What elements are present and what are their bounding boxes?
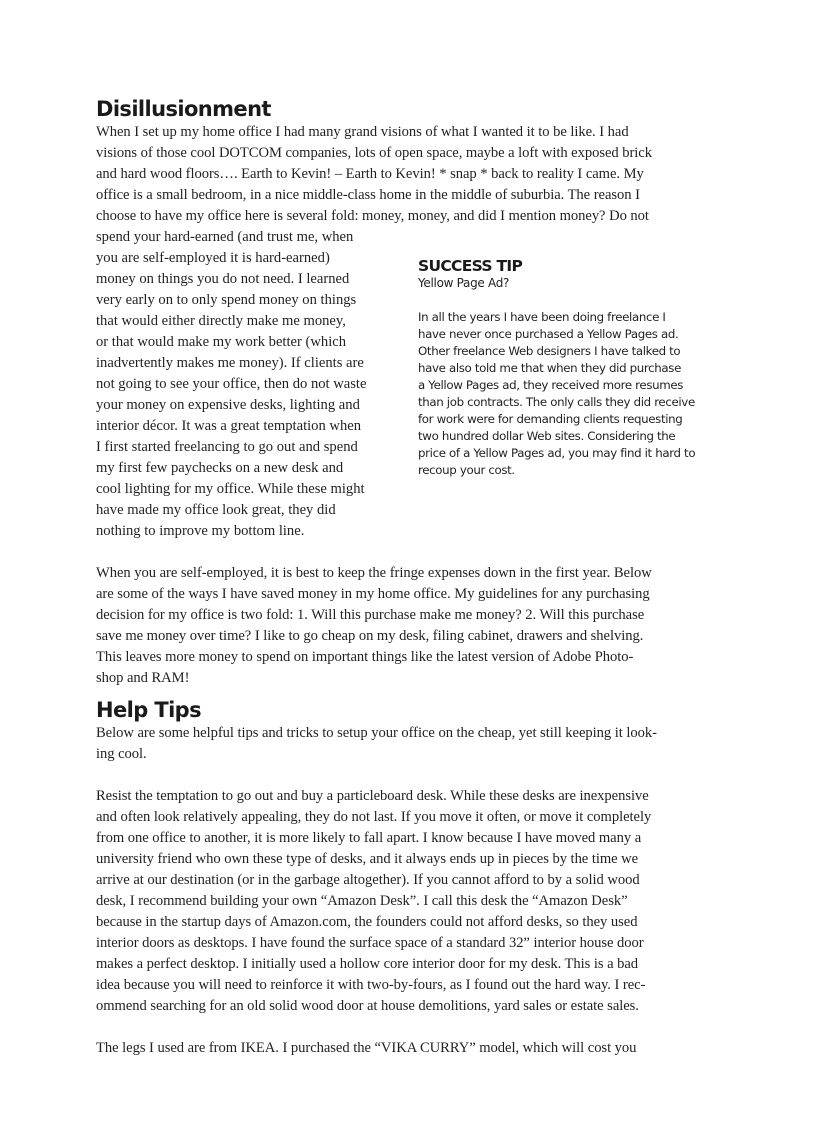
two-column-block xyxy=(96,227,720,542)
text-line: This leaves more money to spend on important things like the latest version of Adobe Photo- xyxy=(96,649,634,665)
text-line: ing cool. xyxy=(96,746,147,762)
text-line: a Yellow Pages ad, they received more resumes xyxy=(418,378,684,392)
text-line: price of a Yellow Pages ad, you may find it hard to xyxy=(418,446,696,460)
text-line: have made my office look great, they did xyxy=(96,502,336,518)
disillusionment-paragraph-2 xyxy=(96,563,720,689)
success-tip-sidebar xyxy=(418,257,728,479)
text-line: university friend who own these type of desks, and it always ends up in pieces by the time we xyxy=(96,851,639,867)
text-line: In all the years I have been doing freelance I xyxy=(418,310,666,324)
text-line: or that would make my work better (which xyxy=(96,334,347,350)
text-line: recoup your cost. xyxy=(418,463,515,477)
text-line: idea because you will need to reinforce it with two-by-fours, as I found out the hard way. I rec- xyxy=(96,977,646,993)
text-line: cool lighting for my office. While these might xyxy=(96,481,365,497)
text-line: two hundred dollar Web sites. Considering the xyxy=(418,429,676,443)
text-line: that would either directly make me money, xyxy=(96,313,346,329)
text-line: have never once purchased a Yellow Pages ad. xyxy=(418,327,679,341)
help-tips-paragraph-desk xyxy=(96,786,720,1017)
text-line: makes a perfect desktop. I initially used a hollow core interior door for my desk. This is a bad xyxy=(96,956,639,972)
text-line: I first started freelancing to go out and spend xyxy=(96,439,358,455)
text-line: nothing to improve my bottom line. xyxy=(96,523,305,539)
text-line: When you are self-employed, it is best to keep the fringe expenses down in the first year. Below xyxy=(96,565,652,581)
text-line: save me money over time? I like to go cheap on my desk, filing cabinet, drawers and shelving. xyxy=(96,628,644,644)
text-line: than job contracts. The only calls they did receive xyxy=(418,395,695,409)
text-line: spend your hard-earned (and trust me, when xyxy=(96,229,354,245)
text-line: money on things you do not need. I learned xyxy=(96,271,350,287)
text-line: very early on to only spend money on things xyxy=(96,292,357,308)
success-tip-subtitle: Yellow Page Ad? xyxy=(418,276,510,290)
success-tip-heading: SUCCESS TIP xyxy=(418,257,523,275)
text-line: your money on expensive desks, lighting and xyxy=(96,397,360,413)
help-tips-intro xyxy=(96,723,720,765)
text-line: arrive at our destination (or in the garbage altogether). If you cannot afford to by a solid wood xyxy=(96,872,640,888)
text-line: for work were for demanding clients requesting xyxy=(418,412,683,426)
text-line: interior décor. It was a great temptation when xyxy=(96,418,362,434)
text-line: from one office to another, it is more likely to fall apart. I know because I have moved many a xyxy=(96,830,642,846)
text-line: and hard wood floors…. Earth to Kevin! – Earth to Kevin! * snap * back to reality I came. My xyxy=(96,166,644,182)
section-heading-disillusionment: Disillusionment xyxy=(96,97,271,121)
text-line: visions of those cool DOTCOM companies, lots of open space, maybe a loft with exposed brick xyxy=(96,145,652,161)
text-line: inadvertently makes me money). If clients are xyxy=(96,355,364,371)
text-line: you are self-employed it is hard-earned) xyxy=(96,250,330,266)
text-line: Below are some helpful tips and tricks to setup your office on the cheap, yet still keeping it look- xyxy=(96,725,657,741)
text-line: because in the startup days of Amazon.com, the founders could not afford desks, so they used xyxy=(96,914,638,930)
section-heading-help-tips: Help Tips xyxy=(96,698,202,722)
text-line: When I set up my home office I had many grand visions of what I wanted it to be like. I had xyxy=(96,124,629,140)
text-line: Resist the temptation to go out and buy a particleboard desk. While these desks are inexpensive xyxy=(96,788,649,804)
disillusionment-column-text xyxy=(96,227,396,542)
text-line: have also told me that when they did purchase xyxy=(418,361,681,375)
document-page xyxy=(96,96,720,1059)
text-line: ommend searching for an old solid wood door at house demolitions, yard sales or estate sales. xyxy=(96,998,639,1014)
text-line: are some of the ways I have saved money in my home office. My guidelines for any purchasing xyxy=(96,586,650,602)
text-line: desk, I recommend building your own “Amazon Desk”. I call this desk the “Amazon Desk” xyxy=(96,893,628,909)
text-line: my first few paychecks on a new desk and xyxy=(96,460,344,476)
text-line: Other freelance Web designers I have talked to xyxy=(418,344,681,358)
text-line: decision for my office is two fold: 1. Will this purchase make me money? 2. Will this purchase xyxy=(96,607,645,623)
text-line: choose to have my office here is several fold: money, money, and did I mention money? Do not xyxy=(96,208,649,224)
paragraph-gap xyxy=(96,765,720,786)
text-line: interior doors as desktops. I have found the surface space of a standard 32” interior house door xyxy=(96,935,644,951)
help-tips-paragraph-legs xyxy=(96,1038,720,1059)
paragraph-gap xyxy=(96,542,720,563)
paragraph-gap xyxy=(96,1017,720,1038)
text-line: office is a small bedroom, in a nice middle-class home in the middle of suburbia. The reason I xyxy=(96,187,640,203)
success-tip-body xyxy=(418,309,728,479)
text-line: and often look relatively appealing, they do not last. If you move it often, or move it completely xyxy=(96,809,652,825)
disillusionment-intro xyxy=(96,122,720,227)
text-line: not going to see your office, then do not waste xyxy=(96,376,367,392)
text-line: shop and RAM! xyxy=(96,670,190,686)
text-line: The legs I used are from IKEA. I purchased the “VIKA CURRY” model, which will cost you xyxy=(96,1040,637,1056)
